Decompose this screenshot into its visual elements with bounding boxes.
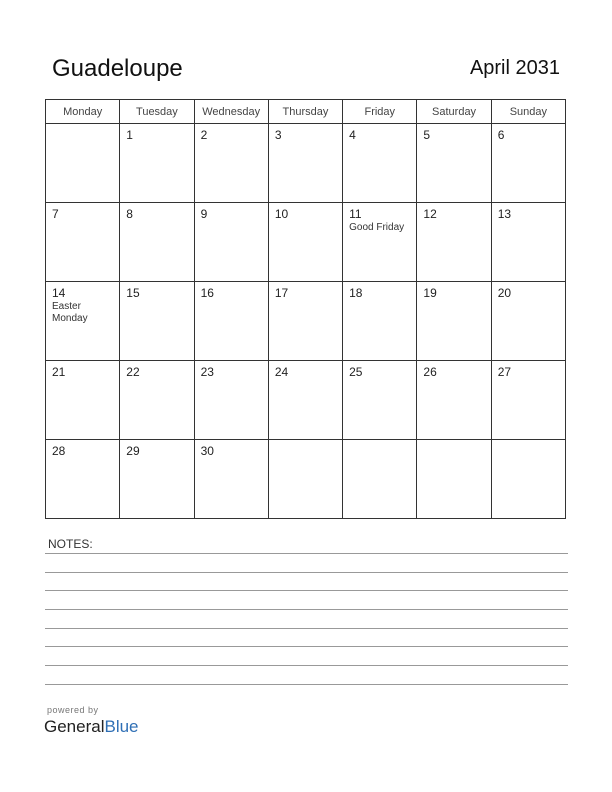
holiday-label: Easter Monday <box>52 301 88 324</box>
brand-blue: Blue <box>104 717 139 736</box>
day-number: 25 <box>349 365 363 379</box>
day-cell <box>46 282 120 361</box>
week-row <box>46 361 566 440</box>
weekday-header: Tuesday <box>120 100 194 124</box>
day-number: 24 <box>274 365 289 379</box>
day-number: 19 <box>423 286 437 300</box>
day-number: 22 <box>126 365 140 379</box>
day-number: 18 <box>349 286 363 300</box>
day-cell <box>268 203 342 282</box>
day-cell <box>491 361 565 440</box>
day-cell <box>120 361 194 440</box>
calendar-grid <box>45 99 566 519</box>
day-number: 2 <box>200 128 208 142</box>
day-cell <box>194 124 268 203</box>
week-row <box>46 440 566 519</box>
week-row <box>46 124 566 203</box>
day-number: 27 <box>497 365 512 379</box>
day-number: 13 <box>497 207 512 221</box>
weekday-header-row <box>46 100 566 124</box>
day-number: 12 <box>423 207 437 221</box>
day-cell <box>268 282 342 361</box>
holiday-label: Good Friday <box>349 222 405 233</box>
day-number: 23 <box>200 365 214 379</box>
day-number: 9 <box>200 207 208 221</box>
day-number: 17 <box>274 286 289 300</box>
weekday-header: Friday <box>343 100 417 124</box>
day-cell <box>417 282 491 361</box>
note-line <box>45 553 568 554</box>
day-cell <box>268 361 342 440</box>
day-number: 3 <box>274 128 282 142</box>
week-row <box>46 282 566 361</box>
day-cell <box>491 203 565 282</box>
day-cell <box>343 203 417 282</box>
day-number: 1 <box>126 128 133 142</box>
day-cell <box>343 124 417 203</box>
day-cell <box>120 124 194 203</box>
note-line <box>45 572 568 573</box>
day-cell <box>343 440 417 519</box>
note-line <box>45 646 568 647</box>
weekday-header: Sunday <box>491 100 565 124</box>
day-cell <box>417 203 491 282</box>
day-number: 20 <box>497 286 512 300</box>
powered-by-text: powered by <box>47 705 99 715</box>
day-cell <box>120 282 194 361</box>
day-number: 15 <box>126 286 140 300</box>
day-number: 7 <box>52 207 59 221</box>
day-cell <box>417 361 491 440</box>
day-number: 8 <box>126 207 133 221</box>
day-cell <box>491 282 565 361</box>
day-cell <box>46 361 120 440</box>
day-number: 6 <box>497 128 505 142</box>
day-cell <box>194 361 268 440</box>
day-cell <box>343 282 417 361</box>
day-number: 16 <box>200 286 214 300</box>
day-cell <box>417 124 491 203</box>
notes-label: NOTES: <box>48 537 93 551</box>
day-number: 26 <box>423 365 437 379</box>
calendar-body <box>46 124 566 519</box>
day-cell <box>120 440 194 519</box>
weekday-header: Wednesday <box>194 100 268 124</box>
day-cell <box>46 124 120 203</box>
day-number: 14 <box>52 286 66 300</box>
day-number: 28 <box>52 444 66 458</box>
day-cell <box>194 440 268 519</box>
day-number: 30 <box>200 444 214 458</box>
month-year-title: April 2031 <box>469 57 560 79</box>
day-number: 11 <box>349 207 362 221</box>
note-line <box>45 628 568 629</box>
brand-logo[interactable] <box>44 717 139 737</box>
day-cell <box>194 203 268 282</box>
note-line <box>45 590 568 591</box>
weekday-header: Thursday <box>268 100 342 124</box>
day-number: 29 <box>126 444 140 458</box>
day-number: 4 <box>349 128 356 142</box>
note-line <box>45 609 568 610</box>
note-line <box>45 665 568 666</box>
day-cell <box>343 361 417 440</box>
day-cell <box>120 203 194 282</box>
day-cell <box>491 124 565 203</box>
weekday-header: Monday <box>46 100 120 124</box>
weekday-header: Saturday <box>417 100 491 124</box>
country-title: Guadeloupe <box>52 55 183 82</box>
brand-general: General <box>44 717 105 736</box>
day-number: 21 <box>52 365 66 379</box>
day-cell <box>46 203 120 282</box>
day-number: 5 <box>423 128 431 142</box>
week-row <box>46 203 566 282</box>
day-cell <box>194 282 268 361</box>
note-line <box>45 684 568 685</box>
day-cell <box>46 440 120 519</box>
day-cell <box>417 440 491 519</box>
day-cell <box>268 124 342 203</box>
day-cell <box>491 440 565 519</box>
day-cell <box>268 440 342 519</box>
day-number: 10 <box>274 207 289 221</box>
